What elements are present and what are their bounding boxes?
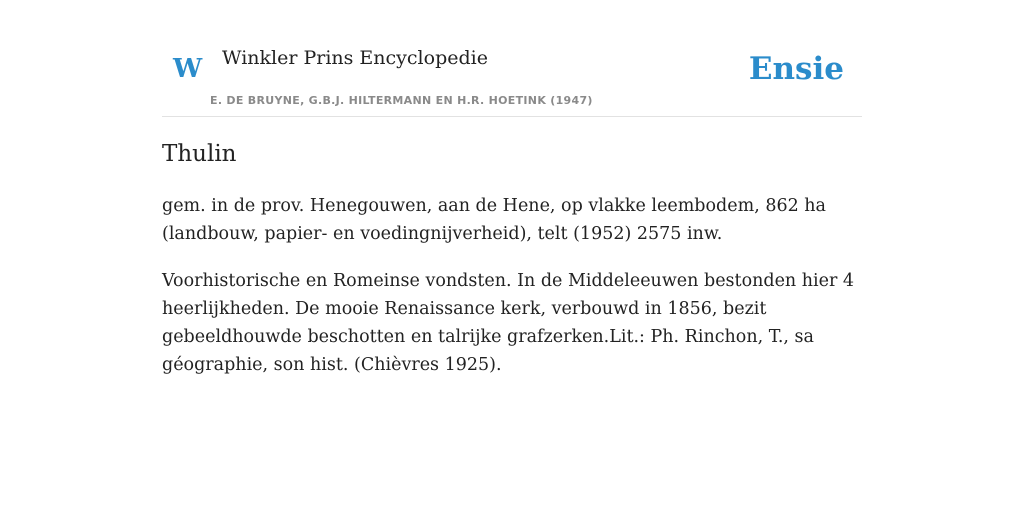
- winkler-prins-logo-icon: W: [173, 54, 203, 84]
- source-authors: E. DE BRUYNE, G.B.J. HILTERMANN EN H.R. HOETINK (1947): [210, 94, 593, 107]
- source-header: [162, 36, 862, 117]
- article: [162, 138, 862, 398]
- ensie-brand-link[interactable]: Ensie: [748, 51, 844, 87]
- article-title: Thulin: [162, 141, 237, 167]
- source-title[interactable]: Winkler Prins Encyclopedie: [222, 47, 488, 69]
- article-paragraph: gem. in de prov. Henegouwen, aan de Hene, op vlakke leembodem, 862 ha (landbouw, papier- en voedingnijverheid), telt (1952) 2575 inw.: [162, 196, 826, 244]
- article-paragraph: Voorhistorische en Romeinse vondsten. In de Middeleeuwen bestonden hier 4 heerlijkheden. De mooie Renaissance kerk, verbouwd in 1856, bezit gebeeldhouwde beschotten en talrijke grafzerken.Lit.: Ph. Rinchon, T., sa géographie, son hist. (Chièvres 1925).: [162, 271, 855, 375]
